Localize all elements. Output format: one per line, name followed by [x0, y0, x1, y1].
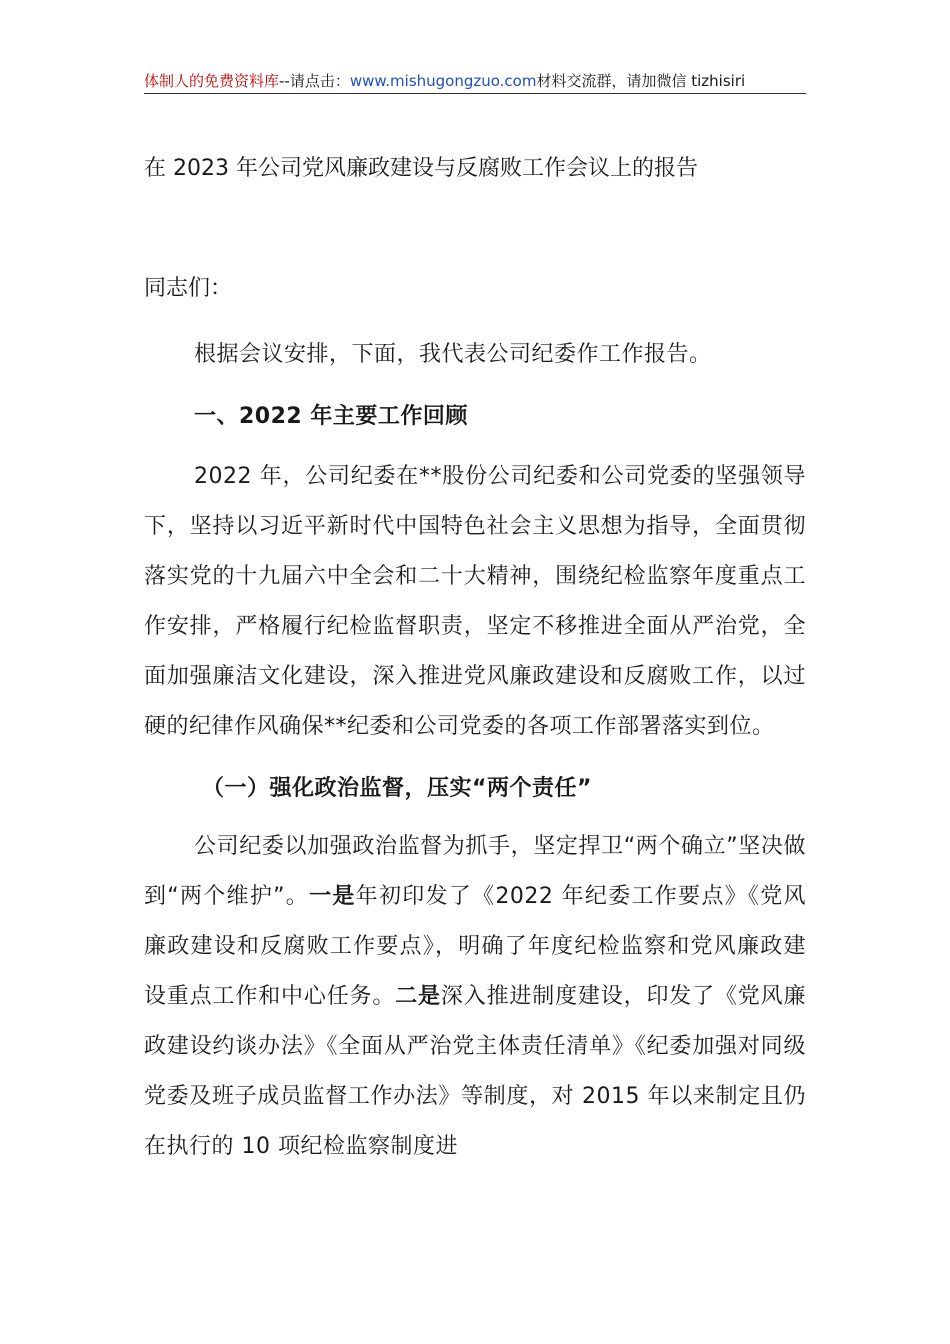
header-contact: 材料交流群，请加微信 tizhisiri [536, 72, 746, 90]
subsection-1-paragraph [144, 822, 806, 1172]
subsection-1-text-a: 公司纪委以加强政治监督为抓手，坚定捍卫“两个确立”坚决做到“两个维护”。 [144, 834, 806, 909]
subsection-1-text-b: 年初印发了《2022 年纪委工作要点》《党风廉政建设和反腐败工作要点》，明确了年度纪检监察和党风廉政建设重点工作和中心任务。 [144, 884, 806, 1009]
header-prompt: --请点击： [279, 72, 350, 90]
bold-marker-first: 一是 [309, 884, 356, 909]
intro-paragraph: 根据会议安排，下面，我代表公司纪委作工作报告。 [194, 342, 712, 367]
bold-marker-second: 二是 [395, 984, 441, 1009]
header-brand: 体制人的免费资料库 [144, 72, 280, 90]
page-header [144, 70, 806, 92]
section-1-paragraph: 2022 年，公司纪委在**股份公司纪委和公司党委的坚强领导下，坚持以习近平新时代中国特色社会主义思想为指导，全面贯彻落实党的十九届六中全会和二十大精神，围绕纪检监察年度重点工作安排，严格履行纪检监督职责，坚定不移推进全面从严治党，全面加强廉洁文化建设，深入推进党风廉政建设和反腐败工作，以过硬的纪律作风确保**纪委和公司党委的各项工作部署落实到位。 [144, 464, 806, 739]
header-divider [144, 93, 806, 94]
document-title: 在 2023 年公司党风廉政建设与反腐败工作会议上的报告 [144, 156, 698, 181]
subsection-1-text-c: 深入推进制度建设，印发了《党风廉政建设约谈办法》《全面从严治党主体责任清单》《纪委加强对同级党委及班子成员监督工作办法》等制度，对 2015 年以来制定且仍在执行的 10 项纪检监察制度进 [144, 984, 806, 1159]
salutation: 同志们： [144, 276, 233, 301]
subsection-heading-1: （一）强化政治监督，压实“两个责任” [202, 776, 592, 801]
document-body [144, 330, 806, 1184]
header-url-link[interactable]: www.mishugongzuo.com [349, 72, 537, 90]
section-heading-1: 一、2022 年主要工作回顾 [194, 404, 468, 429]
